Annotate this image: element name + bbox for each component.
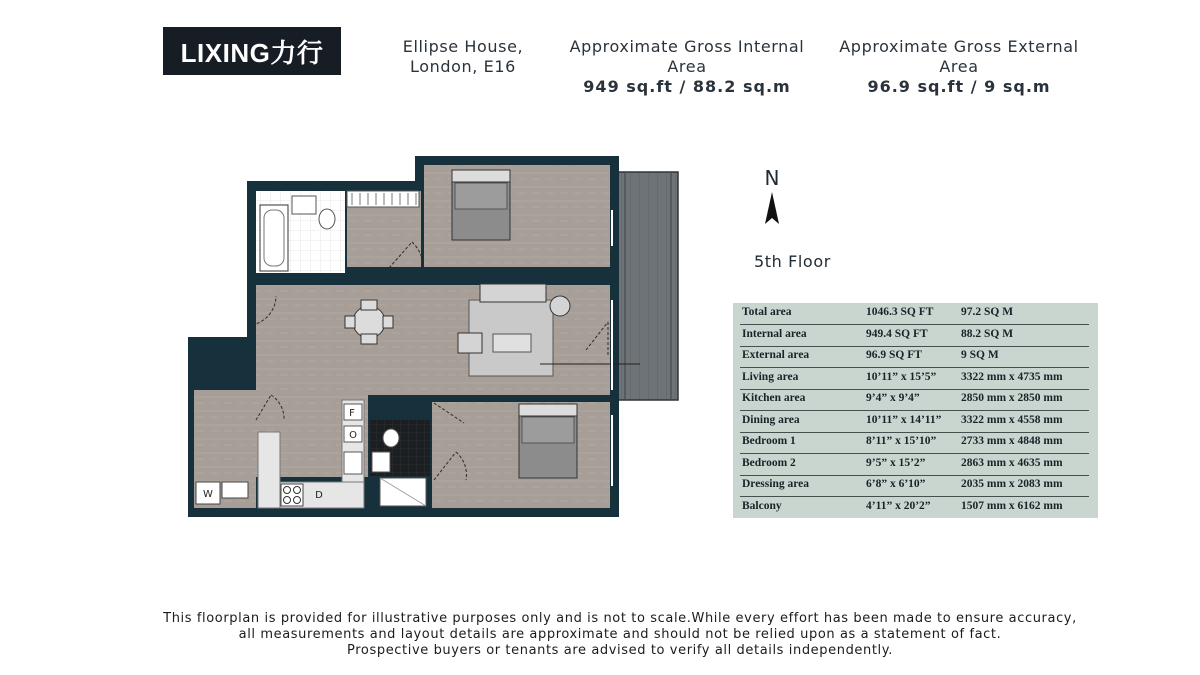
row-metric: 2733 mm x 4848 mm <box>961 435 1063 447</box>
internal-area-label: Approximate Gross Internal Area <box>569 37 805 76</box>
table-row <box>740 303 1089 325</box>
north-arrow-icon <box>760 190 784 228</box>
disclaimer-line-2: all measurements and layout details are approximate and should not be relied upon as a statement of fact. <box>238 627 1002 642</box>
table-row <box>740 389 1089 411</box>
row-metric: 3322 mm x 4735 mm <box>961 370 1063 383</box>
row-imperial: 9’4” x 9’4” <box>866 392 920 404</box>
row-imperial: 949.4 SQ FT <box>866 327 928 340</box>
property-name: Ellipse House, <box>402 37 524 56</box>
row-metric: 9 SQ M <box>961 349 999 361</box>
compass-label: N <box>764 166 780 190</box>
table-row <box>740 368 1089 390</box>
row-name: Balcony <box>742 499 782 512</box>
disclaimer <box>140 611 1100 659</box>
row-imperial: 10’11” x 14’11” <box>866 413 942 426</box>
bed-2 <box>519 404 577 478</box>
table-row <box>740 497 1089 518</box>
dressing-area-wardrobe <box>347 191 419 207</box>
balcony <box>618 172 678 400</box>
external-area-label: Approximate Gross External Area <box>839 37 1079 76</box>
internal-area-header <box>560 37 814 97</box>
row-imperial: 8’11” x 15’10” <box>866 435 937 447</box>
table-row <box>740 454 1089 476</box>
row-name: Total area <box>742 306 792 318</box>
row-imperial: 9’5” x 15’2” <box>866 456 926 469</box>
row-metric: 3322 mm x 4558 mm <box>961 413 1063 426</box>
row-metric: 2035 mm x 2083 mm <box>961 478 1063 490</box>
floor-plan <box>185 150 705 522</box>
table-row <box>740 411 1089 433</box>
row-name: Living area <box>742 370 799 383</box>
table-row <box>740 475 1089 497</box>
row-name: Dining area <box>742 413 800 426</box>
oven-label: O <box>349 430 357 441</box>
row-imperial: 4’11” x 20’2” <box>866 499 931 512</box>
internal-area-value: 949 sq.ft / 88.2 sq.m <box>583 77 791 96</box>
lixing-logo: LIXING力行 <box>163 27 341 75</box>
row-name: Dressing area <box>742 478 809 490</box>
fridge-label: F <box>349 408 355 419</box>
bed-1 <box>452 170 510 240</box>
row-metric: 2850 mm x 2850 mm <box>961 392 1063 404</box>
bathroom <box>256 191 345 273</box>
row-name: Bedroom 2 <box>742 456 796 469</box>
area-schedule-table <box>733 303 1098 518</box>
row-imperial: 96.9 SQ FT <box>866 349 922 361</box>
row-metric: 88.2 SQ M <box>961 327 1014 340</box>
row-metric: 97.2 SQ M <box>961 306 1014 318</box>
external-area-header <box>830 37 1088 97</box>
row-name: Bedroom 1 <box>742 435 796 447</box>
property-location: London, E16 <box>410 57 516 76</box>
external-area-value: 96.9 sq.ft / 9 sq.m <box>867 77 1051 96</box>
table-row <box>740 432 1089 454</box>
compass <box>760 166 784 233</box>
row-imperial: 6’8” x 6’10” <box>866 478 926 490</box>
row-name: Internal area <box>742 327 807 340</box>
property-address <box>388 37 538 77</box>
row-imperial: 1046.3 SQ FT <box>866 306 934 318</box>
disclaimer-line-1: This floorplan is provided for illustrative purposes only and is not to scale.While every effort has been made to ensure accuracy, <box>163 611 1077 626</box>
floor-label: 5th Floor <box>754 252 831 271</box>
row-name: External area <box>742 349 810 361</box>
washer-label: W <box>203 489 213 500</box>
row-name: Kitchen area <box>742 392 806 404</box>
table-row <box>740 346 1089 368</box>
disclaimer-line-3: Prospective buyers or tenants are advised to verify all details independently. <box>347 643 893 658</box>
table-row <box>740 325 1089 347</box>
dishwasher-label: D <box>315 490 323 501</box>
row-imperial: 10’11” x 15’5” <box>866 370 937 383</box>
row-metric: 1507 mm x 6162 mm <box>961 499 1063 512</box>
row-metric: 2863 mm x 4635 mm <box>961 456 1063 469</box>
